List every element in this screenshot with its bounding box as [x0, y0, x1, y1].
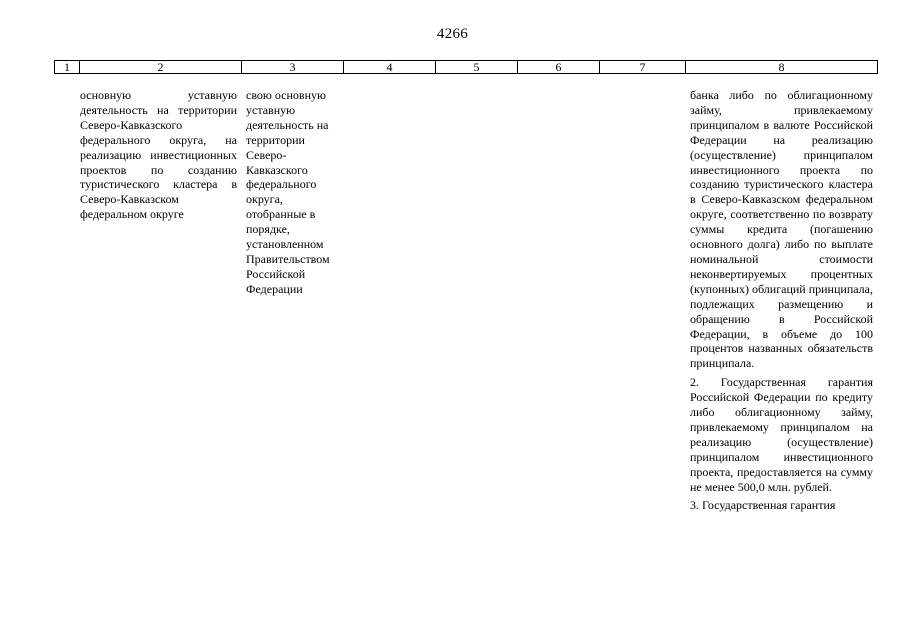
column-3-paragraph: свою основную уставную деятельность на территории Северо-Кавказского федерального округа, отобранные в порядке, установленном Правительством Российской Федерации — [246, 88, 330, 296]
column-2-paragraph: основную уставную деятельность на территории Северо-Кавказского федерального округа, на реализацию инвестиционных проектов по созданию туристического кластера в Северо-Кавказском федеральном округе — [80, 88, 237, 222]
header-cell-3: 3 — [241, 61, 343, 73]
header-cell-1: 1 — [64, 60, 70, 74]
header-cell-8: 8 — [685, 61, 877, 73]
header-cell-2: 2 — [79, 61, 241, 73]
header-cell-6: 6 — [517, 61, 599, 73]
column-2-text — [80, 88, 237, 222]
header-cell-7: 7 — [599, 61, 685, 73]
column-3-text — [246, 88, 340, 297]
column-8-paragraph-2: 2. Государственная гарантия Российской Федерации по кредиту либо облигационному займу, привлекаемому принципалом на реализацию (осуществление) принципалом инвестиционного проекта, предоставляется на сумму не менее 500,0 млн. рублей. — [690, 375, 873, 494]
column-8-paragraph-1: банка либо по облигационному займу, привлекаемому принципалом в валюте Российской Федерации на реализацию (осуществление) принципалом инвестиционного проекта по созданию туристического кластера в Северо-Кавказском федеральном округе, соответственно по возврату суммы кредита (погашению основного долга) либо по выплате номинальной стоимости неконвертируемых процентных (купонных) облигаций принципала, подлежащих размещению и обращению в Российской Федерации, в объеме до 100 процентов названных обязательств принципала. — [690, 88, 873, 371]
table-header-row — [54, 60, 878, 74]
page-number: 4266 — [436, 26, 469, 42]
header-cell-5: 5 — [435, 61, 517, 73]
column-8-text — [690, 88, 873, 513]
column-8-paragraph-3: 3. Государственная гарантия — [690, 498, 836, 513]
header-cell-4: 4 — [343, 61, 435, 73]
